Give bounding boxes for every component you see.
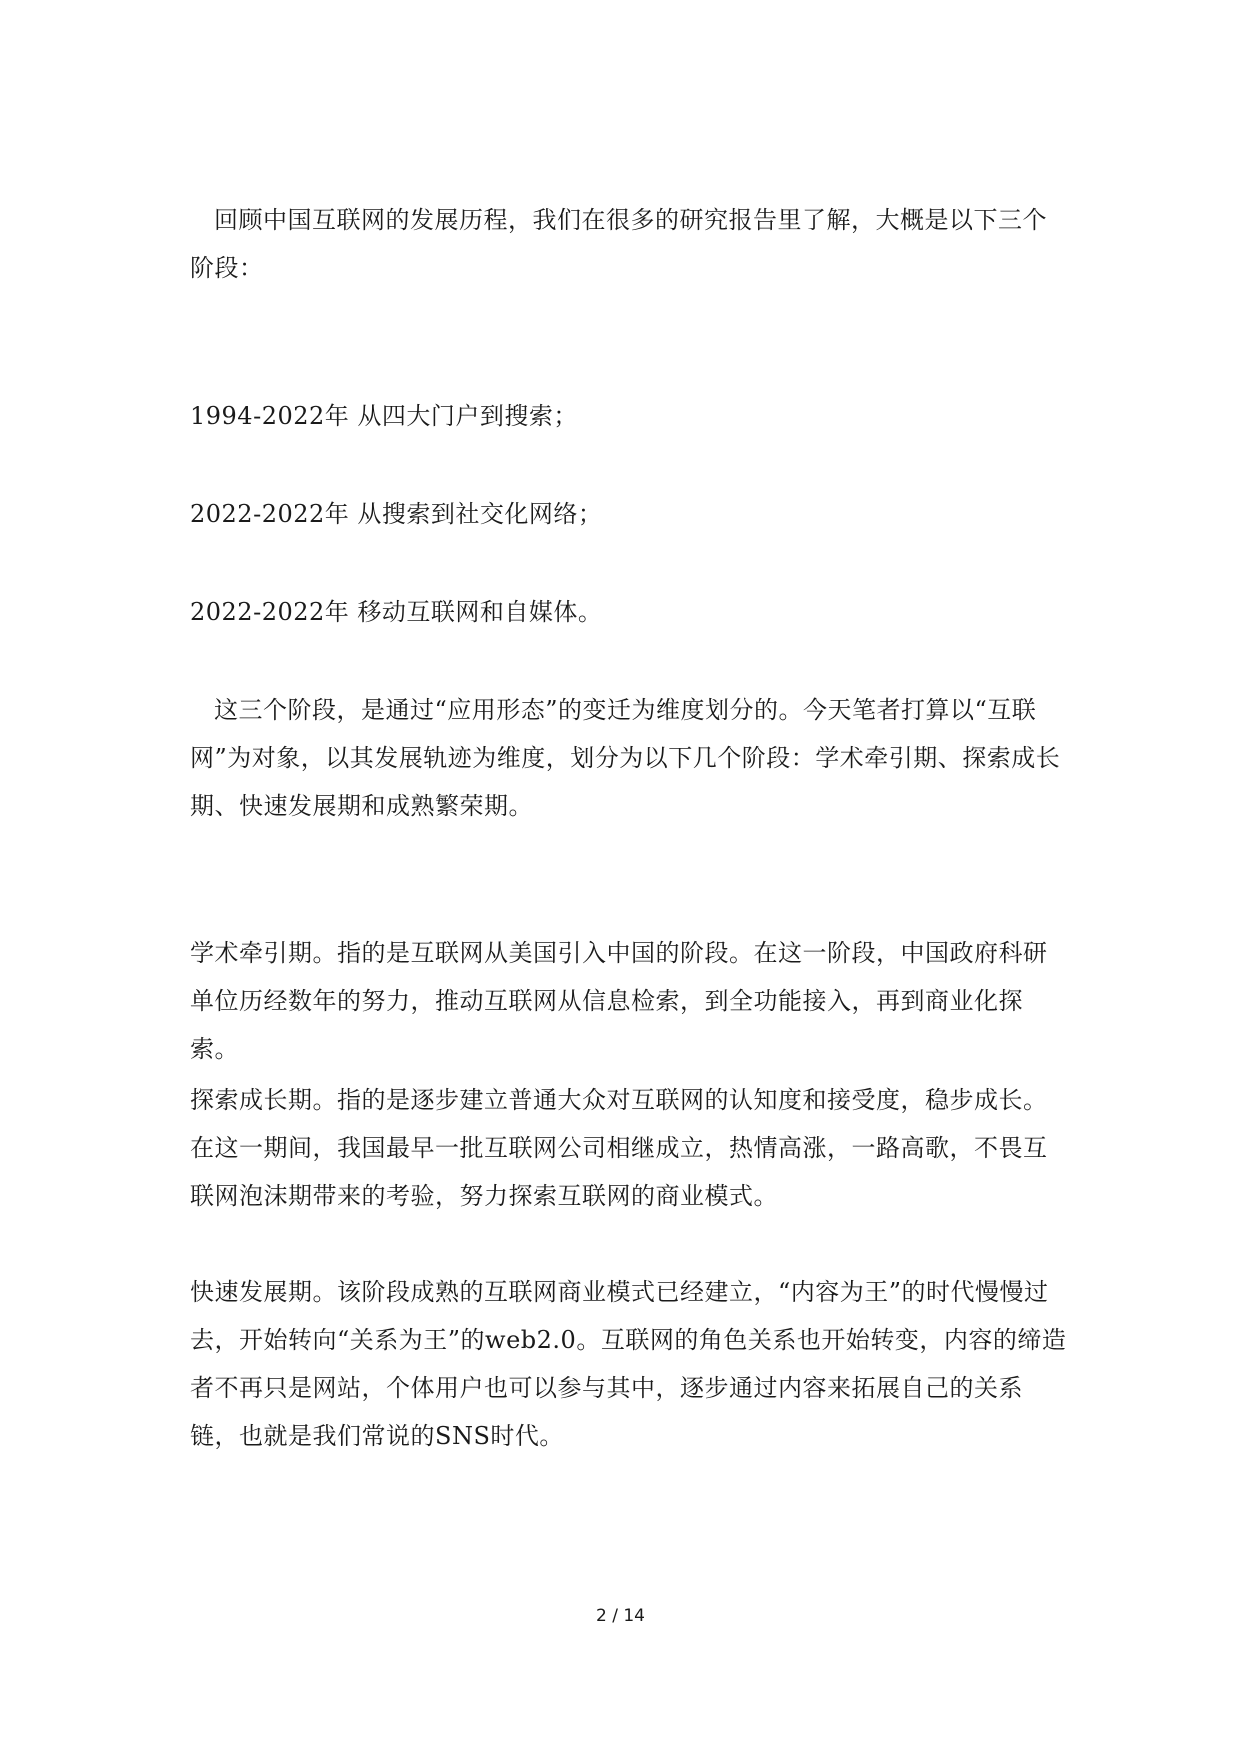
dimension-paragraph: 这三个阶段，是通过“应用形态”的变迁为维度划分的。今天笔者打算以“互联网”为对象，以其发展轨迹为维度，划分为以下几个阶段：学术牵引期、探索成长期、快速发展期和成熟繁荣期。 [190, 696, 1061, 820]
exploration-stage-paragraph: 探索成长期。指的是逐步建立普通大众对互联网的认知度和接受度，稳步成长。在这一期间，我国最早一批互联网公司相继成立，热情高涨，一路高歌，不畏互联网泡沫期带来的考验，努力探索互联网的商业模式。 [190, 1086, 1048, 1210]
intro-paragraph: 回顾中国互联网的发展历程，我们在很多的研究报告里了解，大概是以下三个阶段： [190, 206, 1047, 282]
stage-2-line: 2022-2022年 从搜索到社交化网络； [190, 500, 603, 528]
rapid-development-paragraph: 快速发展期。该阶段成熟的互联网商业模式已经建立，“内容为王”的时代慢慢过去，开始转向“关系为王”的web2.0。互联网的角色关系也开始转变，内容的缔造者不再只是网站，个体用户也可以参与其中，逐步通过内容来拓展自己的关系链，也就是我们常说的SNS时代。 [190, 1278, 1067, 1450]
academic-stage-paragraph: 学术牵引期。指的是互联网从美国引入中国的阶段。在这一阶段，中国政府科研单位历经数年的努力，推动互联网从信息检索，到全功能接入，再到商业化探索。 [190, 939, 1048, 1063]
stage-1-line: 1994-2022年 从四大门户到搜索； [190, 402, 578, 430]
stage-3-line: 2022-2022年 移动互联网和自媒体。 [190, 598, 603, 626]
page-number: 2 / 14 [596, 1606, 645, 1626]
